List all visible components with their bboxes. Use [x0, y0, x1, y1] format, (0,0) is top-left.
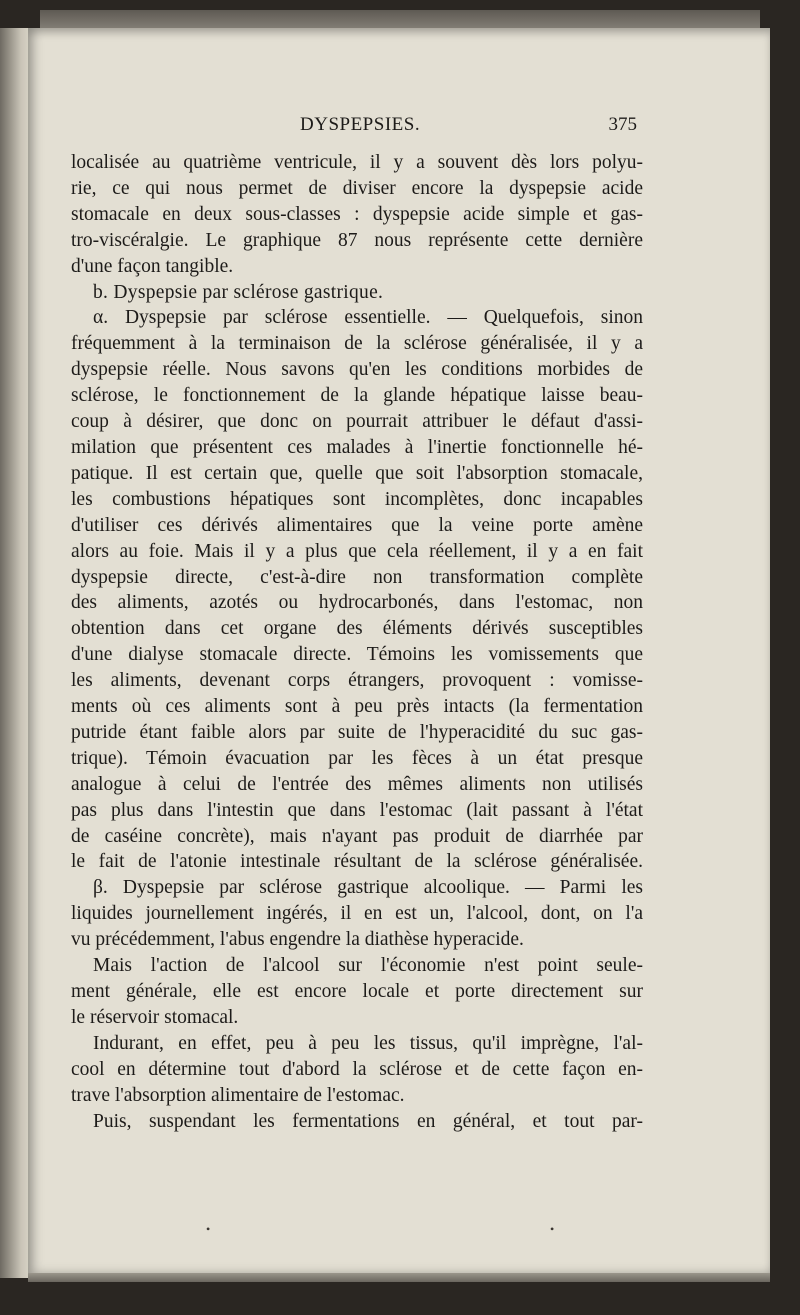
section-heading-b: b. Dyspepsie par sclérose gastrique. [93, 281, 384, 303]
text-line: milation que présentent ces malades à l'inertie fonctionnelle hé- [71, 436, 643, 458]
text-line: stomacale en deux sous-classes : dyspepsie acide simple et gas- [71, 203, 643, 225]
printer-mark-right: • [550, 1222, 555, 1236]
text-line: sclérose, le fonctionnement de la glande hépatique laisse beau- [71, 385, 643, 407]
text-line: putride étant faible alors par suite de l'hyperacidité du suc gas- [71, 721, 643, 743]
text-line: vu précédemment, l'abus engendre la diathèse hyperacide. [71, 929, 524, 951]
running-head: DYSPEPSIES. [300, 114, 421, 135]
page-header [28, 114, 770, 140]
body-text [71, 150, 643, 1134]
text-line: analogue à celui de l'entrée des mêmes aliments non utilisés [71, 773, 643, 795]
subsection-alpha-line: α. Dyspepsie par sclérose essentielle. — Quelquefois, sinon [93, 307, 643, 329]
text-line: alors au foie. Mais il y a plus que cela réellement, il y a en fait [71, 540, 643, 562]
text-line: d'une façon tangible. [71, 255, 234, 277]
text-line: ments où ces aliments sont à peu près intacts (la fermentation [71, 696, 643, 718]
text-line: rie, ce qui nous permet de diviser encore la dyspepsie acide [71, 177, 643, 199]
text-line: le fait de l'atonie intestinale résultant de la sclérose généralisée. [71, 851, 643, 873]
text-line: trave l'absorption alimentaire de l'estomac. [71, 1084, 405, 1106]
text-line: les combustions hépatiques sont incomplètes, donc incapables [71, 488, 643, 510]
text-line: trique). Témoin évacuation par les fèces à un état presque [71, 747, 643, 769]
subsection-beta-line: β. Dyspepsie par sclérose gastrique alcoolique. — Parmi les [93, 877, 643, 899]
text-line: d'une dialyse stomacale directe. Témoins les vomissements que [71, 644, 643, 666]
text-line: les aliments, devenant corps étrangers, provoquent : vomisse- [71, 670, 643, 692]
text-line: liquides journellement ingérés, il en est un, l'alcool, dont, on l'a [71, 903, 643, 925]
text-line: fréquemment à la terminaison de la sclérose généralisée, il y a [71, 333, 643, 355]
text-line: obtention dans cet organe des éléments dérivés susceptibles [71, 618, 643, 640]
text-line: Mais l'action de l'alcool sur l'économie n'est point seule- [93, 955, 643, 977]
text-line: localisée au quatrième ventricule, il y a souvent dès lors polyu- [71, 152, 643, 173]
text-line: dyspepsie réelle. Nous savons qu'en les conditions morbides de [71, 359, 643, 381]
previous-page-edge [0, 28, 30, 1278]
text-line: pas plus dans l'intestin que dans l'estomac (lait passant à l'état [71, 799, 643, 821]
text-line: ment générale, elle est encore locale et porte directement sur [71, 981, 643, 1002]
text-line: Indurant, en effet, peu à peu les tissus, qu'il imprègne, l'al- [93, 1032, 643, 1054]
page-number: 375 [608, 114, 637, 135]
text-line: de caséine concrète), mais n'ayant pas produit de diarrhée par [71, 825, 643, 847]
text-line: Puis, suspendant les fermentations en général, et tout par- [93, 1110, 643, 1132]
text-line: d'utiliser ces dérivés alimentaires que la veine porte amène [71, 514, 643, 536]
text-line: tro-viscéralgie. Le graphique 87 nous représente cette dernière [71, 229, 643, 251]
text-line: patique. Il est certain que, quelle que soit l'absorption stomacale, [71, 462, 643, 484]
text-line: des aliments, azotés ou hydrocarbonés, dans l'estomac, non [71, 592, 643, 614]
text-line: dyspepsie directe, c'est-à-dire non transformation complète [71, 566, 643, 588]
text-line: cool en détermine tout d'abord la sclérose et de cette façon en- [71, 1058, 643, 1080]
book-page [28, 28, 770, 1273]
text-line: coup à désirer, que donc on pourrait attribuer le défaut d'assi- [71, 411, 643, 433]
printer-mark-left: • [206, 1222, 211, 1236]
text-line: le réservoir stomacal. [71, 1006, 239, 1028]
